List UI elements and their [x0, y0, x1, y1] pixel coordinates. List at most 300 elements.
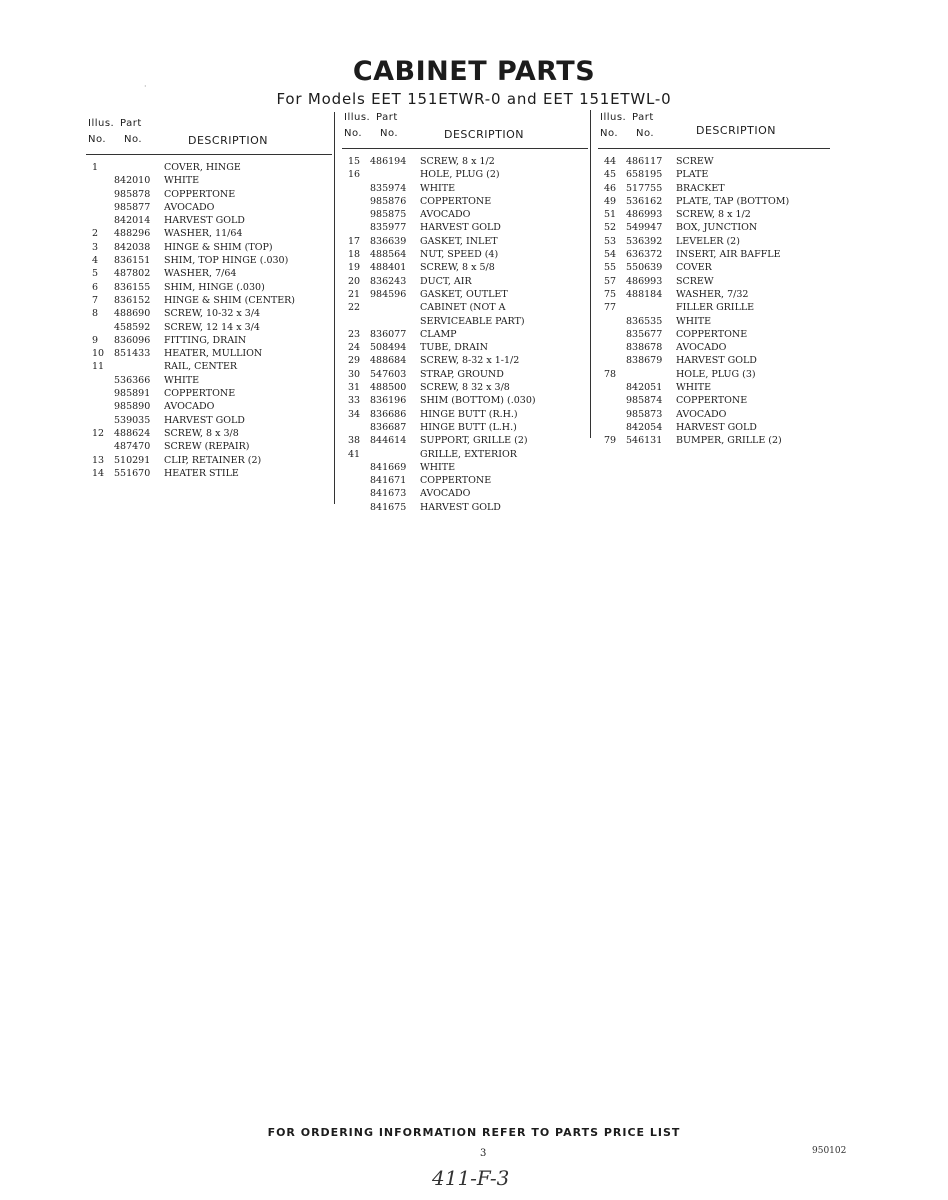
part-number: 486993: [626, 209, 663, 221]
part-description: SCREW, 8 x 1/2: [676, 209, 751, 221]
part-number: 842014: [114, 215, 151, 227]
part-description: COPPERTONE: [164, 388, 236, 400]
part-row: [598, 341, 830, 354]
part-description: HARVEST GOLD: [676, 355, 757, 367]
part-row: [598, 408, 830, 421]
part-row: [342, 461, 588, 474]
header-part-label: Part: [120, 118, 142, 129]
part-description: HEATER STILE: [164, 467, 239, 479]
illus-number: 51: [604, 209, 617, 221]
illus-number: 78: [604, 368, 617, 380]
column-divider: [334, 112, 335, 504]
part-description: DUCT, AIR: [420, 275, 472, 287]
ordering-info-footer: FOR ORDERING INFORMATION REFER TO PARTS PRICE LIST: [267, 1126, 681, 1139]
part-number: 636372: [626, 249, 663, 261]
illus-number: 55: [604, 262, 617, 274]
part-description: PLATE, TAP (BOTTOM): [676, 195, 790, 207]
part-description: COPPERTONE: [676, 328, 748, 340]
part-number: 844614: [370, 435, 407, 447]
page-subtitle: For Models EET 151ETWR-0 and EET 151ETWL-0: [276, 90, 672, 108]
part-row: [342, 448, 588, 461]
part-number: 539035: [114, 414, 151, 426]
part-row: [342, 474, 588, 487]
illus-number: 8: [92, 308, 99, 320]
part-row: [86, 467, 332, 480]
part-description: SCREW, 8 x 1/2: [420, 156, 495, 167]
part-description: FITTING, DRAIN: [164, 334, 247, 346]
header-description-label: DESCRIPTION: [696, 124, 776, 137]
illus-number: 12: [92, 427, 105, 439]
part-number: 487470: [114, 441, 151, 453]
part-description: SHIM (BOTTOM) (.030): [420, 395, 536, 407]
illus-number: [86, 440, 114, 453]
part-row: [598, 381, 830, 394]
part-number: 836687: [370, 421, 407, 433]
part-description: SCREW, 8 x 5/8: [420, 262, 495, 274]
part-row: [86, 440, 332, 453]
document-code: 950102: [812, 1146, 847, 1156]
part-row: [598, 208, 830, 221]
illus-number: 54: [604, 249, 617, 261]
illus-number: 52: [604, 222, 617, 234]
illus-number: 7: [92, 294, 99, 306]
part-description: INSERT, AIR BAFFLE: [676, 249, 781, 261]
part-row: [342, 288, 588, 301]
part-row: [86, 400, 332, 413]
illus-number: 3: [92, 241, 99, 253]
part-number: 551670: [114, 467, 151, 479]
part-row: [86, 427, 332, 440]
part-number: 985877: [114, 201, 151, 213]
part-description: WHITE: [420, 461, 456, 473]
part-description: AVOCADO: [164, 401, 215, 413]
column-header: [86, 118, 332, 155]
parts-list: [342, 155, 588, 514]
part-number: 985874: [626, 395, 663, 407]
header-illus-no-label: No.: [344, 128, 363, 139]
part-row: [342, 368, 588, 381]
illus-number: 21: [348, 288, 361, 300]
illus-number: 4: [92, 255, 99, 267]
illus-number: 15: [348, 156, 361, 167]
part-number: 985891: [114, 388, 151, 400]
part-number: 836196: [370, 395, 407, 407]
part-row: [342, 408, 588, 421]
header-part-label: Part: [376, 112, 398, 123]
part-number: 836639: [370, 235, 407, 247]
illus-number: [86, 321, 114, 334]
illus-number: [598, 315, 626, 328]
illus-number: 14: [92, 467, 105, 479]
part-row: [86, 387, 332, 400]
part-number: 488500: [370, 382, 407, 394]
part-description: NUT, SPEED (4): [420, 249, 499, 261]
part-number: [370, 315, 420, 328]
part-description: WASHER, 11/64: [164, 228, 243, 240]
part-row: [598, 182, 830, 195]
part-row: [598, 421, 830, 434]
column-header: [342, 112, 588, 149]
header-part-no-label: No.: [380, 128, 399, 139]
illus-number: 41: [348, 448, 361, 460]
illus-number: 30: [348, 368, 361, 380]
part-row: [86, 414, 332, 427]
part-number: 488184: [626, 288, 663, 300]
part-description: COPPERTONE: [676, 395, 748, 407]
part-number: 536392: [626, 235, 663, 247]
illus-number: 31: [348, 382, 361, 394]
part-number: 836152: [114, 294, 151, 306]
part-description: FILLER GRILLE: [676, 302, 755, 314]
column-divider: [590, 110, 591, 438]
header-part-no-label: No.: [636, 128, 655, 139]
part-number: [370, 448, 420, 461]
part-number: 841673: [370, 488, 407, 500]
part-description: RAIL, CENTER: [164, 361, 238, 373]
illus-number: 29: [348, 355, 361, 367]
part-number: 836151: [114, 255, 151, 267]
part-row: [86, 267, 332, 280]
part-row: [342, 421, 588, 434]
part-number: 536366: [114, 374, 151, 386]
illus-number: 17: [348, 235, 361, 247]
illus-number: [86, 387, 114, 400]
illus-number: 16: [348, 169, 361, 181]
part-row: [598, 261, 830, 274]
illus-number: 2: [92, 228, 99, 240]
part-description: CABINET (NOT A: [420, 302, 506, 314]
illus-number: [86, 374, 114, 387]
illus-number: [342, 315, 370, 328]
illus-number: [598, 421, 626, 434]
part-number: 985873: [626, 408, 663, 420]
part-row: [86, 254, 332, 267]
part-row: [342, 248, 588, 261]
part-description: SCREW, 8 32 x 3/8: [420, 382, 510, 394]
part-description: CLAMP: [420, 328, 457, 340]
part-description: GRILLE, EXTERIOR: [420, 448, 517, 460]
part-row: [86, 188, 332, 201]
part-row: [342, 381, 588, 394]
part-number: 488401: [370, 262, 407, 274]
illus-number: 75: [604, 288, 617, 300]
illus-number: [86, 174, 114, 187]
illus-number: [598, 341, 626, 354]
parts-list: [86, 161, 332, 480]
part-number: 841669: [370, 461, 407, 473]
part-description: HARVEST GOLD: [420, 222, 501, 234]
part-description: SCREW: [676, 275, 714, 287]
handwritten-note: 411-F-3: [432, 1166, 510, 1190]
part-number: 549947: [626, 222, 663, 234]
part-description: HINGE & SHIM (TOP): [164, 241, 273, 253]
part-number: 487802: [114, 268, 151, 280]
part-row: [86, 241, 332, 254]
illus-number: [342, 421, 370, 434]
part-number: 838679: [626, 355, 663, 367]
part-description: HINGE & SHIM (CENTER): [164, 294, 296, 306]
illus-number: 23: [348, 328, 361, 340]
part-description: SHIM, HINGE (.030): [164, 281, 265, 293]
part-number: 546131: [626, 435, 663, 447]
part-description: SCREW (REPAIR): [164, 441, 250, 453]
part-number: 547603: [370, 368, 407, 380]
part-number: 838678: [626, 342, 663, 354]
part-number: 842051: [626, 382, 663, 394]
part-number: 486993: [626, 275, 663, 287]
part-number: [626, 368, 676, 381]
scan-speck: ·: [144, 82, 147, 91]
part-description: SCREW, 10-32 x 3/4: [164, 308, 261, 320]
part-description: HARVEST GOLD: [420, 501, 501, 513]
part-number: 536162: [626, 195, 663, 207]
illus-number: [86, 214, 114, 227]
illus-number: 9: [92, 334, 99, 346]
part-description: CLIP, RETAINER (2): [164, 454, 262, 466]
part-row: [342, 235, 588, 248]
parts-column-3: [598, 112, 830, 448]
part-description: SCREW, 12 14 x 3/4: [164, 321, 260, 333]
illus-number: 6: [92, 281, 99, 293]
part-description: COPPERTONE: [420, 195, 492, 207]
part-description: HINGE BUTT (L.H.): [420, 421, 517, 433]
illus-number: [86, 400, 114, 413]
illus-number: [598, 394, 626, 407]
illus-number: 10: [92, 348, 105, 360]
illus-number: 13: [92, 454, 105, 466]
illus-number: [598, 381, 626, 394]
part-row: [598, 155, 830, 168]
part-number: 985890: [114, 401, 151, 413]
part-number: [114, 360, 164, 373]
part-description: SCREW: [676, 156, 714, 167]
illus-number: 1: [92, 162, 99, 173]
part-row: [86, 347, 332, 360]
header-description-label: DESCRIPTION: [444, 128, 524, 141]
illus-number: [598, 354, 626, 367]
part-description: WASHER, 7/32: [676, 288, 749, 300]
part-description: STRAP, GROUND: [420, 368, 504, 380]
illus-number: [342, 501, 370, 514]
part-row: [86, 294, 332, 307]
part-number: 550639: [626, 262, 663, 274]
part-number: 836077: [370, 328, 407, 340]
part-description: HARVEST GOLD: [164, 414, 245, 426]
part-number: 836243: [370, 275, 407, 287]
part-number: 488624: [114, 427, 151, 439]
part-row: [86, 161, 332, 174]
part-row: [86, 374, 332, 387]
illus-number: 11: [92, 361, 105, 373]
part-description: TUBE, DRAIN: [420, 342, 488, 354]
part-row: [598, 275, 830, 288]
part-row: [598, 315, 830, 328]
part-description: AVOCADO: [676, 408, 727, 420]
part-row: [598, 168, 830, 181]
illus-number: [342, 208, 370, 221]
header-part-label: Part: [632, 112, 654, 123]
part-number: 835677: [626, 328, 663, 340]
part-row: [342, 301, 588, 314]
part-description: HOLE, PLUG (2): [420, 169, 500, 181]
part-description: GASKET, INLET: [420, 235, 498, 247]
illus-number: 20: [348, 275, 361, 287]
part-row: [342, 487, 588, 500]
part-row: [342, 315, 588, 328]
part-row: [342, 261, 588, 274]
illus-number: [342, 195, 370, 208]
part-description: WHITE: [164, 175, 200, 187]
part-number: [370, 168, 420, 181]
illus-number: [598, 408, 626, 421]
part-row: [342, 354, 588, 367]
part-description: PLATE: [676, 169, 709, 181]
illus-number: 38: [348, 435, 361, 447]
part-number: [626, 301, 676, 314]
part-description: SERVICEABLE PART): [420, 315, 525, 327]
part-row: [598, 301, 830, 314]
part-number: 985878: [114, 188, 151, 200]
part-description: BRACKET: [676, 182, 725, 194]
illus-number: [342, 461, 370, 474]
part-row: [342, 341, 588, 354]
part-description: HOLE, PLUG (3): [676, 368, 756, 380]
part-row: [598, 235, 830, 248]
illus-number: 57: [604, 275, 617, 287]
illus-number: [86, 188, 114, 201]
part-number: 836096: [114, 334, 151, 346]
part-row: [86, 334, 332, 347]
part-description: HARVEST GOLD: [676, 421, 757, 433]
part-description: AVOCADO: [164, 201, 215, 213]
header-illus-label: Illus.: [600, 112, 627, 123]
illus-number: 18: [348, 249, 361, 261]
part-row: [598, 368, 830, 381]
part-row: [86, 201, 332, 214]
part-description: BOX, JUNCTION: [676, 222, 758, 234]
part-row: [598, 328, 830, 341]
part-row: [86, 321, 332, 334]
header-illus-no-label: No.: [88, 134, 107, 145]
part-number: 841675: [370, 501, 407, 513]
part-number: 488684: [370, 355, 407, 367]
illus-number: 53: [604, 235, 617, 247]
part-row: [342, 168, 588, 181]
illus-number: 5: [92, 268, 99, 280]
part-row: [598, 394, 830, 407]
part-description: SCREW, 8 x 3/8: [164, 427, 239, 439]
part-number: 842010: [114, 175, 151, 187]
part-row: [342, 182, 588, 195]
part-description: SCREW, 8-32 x 1-1/2: [420, 355, 520, 367]
part-row: [86, 227, 332, 240]
part-number: 836686: [370, 408, 407, 420]
part-number: 458592: [114, 321, 151, 333]
part-row: [598, 248, 830, 261]
illus-number: 19: [348, 262, 361, 274]
header-illus-label: Illus.: [344, 112, 371, 123]
illus-number: 79: [604, 435, 617, 447]
part-row: [342, 155, 588, 168]
part-row: [86, 281, 332, 294]
part-description: COVER, HINGE: [164, 162, 241, 173]
illus-number: [342, 487, 370, 500]
part-description: BUMPER, GRILLE (2): [676, 435, 782, 447]
part-row: [598, 288, 830, 301]
part-number: 488564: [370, 249, 407, 261]
part-row: [342, 208, 588, 221]
part-description: COVER: [676, 262, 712, 274]
illus-number: [342, 221, 370, 234]
parts-column-2: [342, 112, 588, 514]
illus-number: 46: [604, 182, 617, 194]
part-number: 517755: [626, 182, 663, 194]
part-number: [114, 161, 164, 174]
illus-number: [86, 201, 114, 214]
illus-number: 49: [604, 195, 617, 207]
part-number: 841671: [370, 475, 407, 487]
part-number: 985876: [370, 195, 407, 207]
part-row: [342, 221, 588, 234]
part-row: [86, 307, 332, 320]
illus-number: [598, 328, 626, 341]
part-number: 842054: [626, 421, 663, 433]
illus-number: 77: [604, 302, 617, 314]
part-number: 508494: [370, 342, 407, 354]
page-number: 3: [480, 1148, 487, 1159]
part-number: 836535: [626, 315, 663, 327]
illus-number: 45: [604, 169, 617, 181]
illus-number: 34: [348, 408, 361, 420]
illus-number: 33: [348, 395, 361, 407]
illus-number: 22: [348, 302, 361, 314]
illus-number: [86, 414, 114, 427]
part-row: [86, 360, 332, 373]
column-header: [598, 112, 830, 149]
part-number: 486194: [370, 156, 407, 167]
part-number: 835977: [370, 222, 407, 234]
part-number: 510291: [114, 454, 151, 466]
part-row: [342, 328, 588, 341]
part-description: WHITE: [420, 182, 456, 194]
part-number: [370, 301, 420, 314]
part-row: [342, 195, 588, 208]
parts-column-1: [86, 118, 332, 480]
part-number: 486117: [626, 156, 663, 167]
header-part-no-label: No.: [124, 134, 143, 145]
part-description: HARVEST GOLD: [164, 215, 245, 227]
part-number: 835974: [370, 182, 407, 194]
header-illus-no-label: No.: [600, 128, 619, 139]
part-row: [86, 454, 332, 467]
part-description: WASHER, 7/64: [164, 268, 237, 280]
part-number: 851433: [114, 348, 151, 360]
illus-number: 44: [604, 156, 617, 167]
part-description: HEATER, MULLION: [164, 348, 263, 360]
part-description: SHIM, TOP HINGE (.030): [164, 255, 289, 267]
part-description: WHITE: [164, 374, 200, 386]
illus-number: [342, 182, 370, 195]
part-row: [86, 174, 332, 187]
part-row: [598, 434, 830, 447]
part-row: [342, 275, 588, 288]
part-number: 985875: [370, 209, 407, 221]
part-number: 488296: [114, 228, 151, 240]
part-description: AVOCADO: [420, 488, 471, 500]
part-number: 842038: [114, 241, 151, 253]
part-row: [86, 214, 332, 227]
part-row: [342, 434, 588, 447]
